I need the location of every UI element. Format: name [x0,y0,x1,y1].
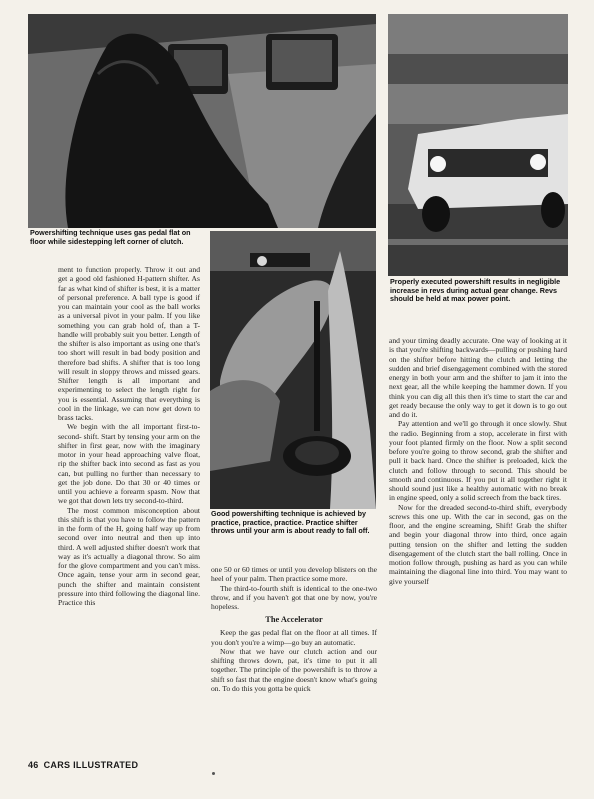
paragraph: Keep the gas pedal flat on the floor at all times. If you don't you're a wimp—go buy an automatic. [211,628,377,647]
photo-shifter-hand [210,231,376,509]
paragraph: The most common misconception about this shift is that you have to follow the pattern in the form of the H, going half way up from second over into neutral and then up into third. A well adjusted shifter doesn't work that way as it's actually a diagonal throw. So aim for the glove compartment and you can't miss. Once again, tense your arm in second gear, punch the shifter and maintain consistent pressure into third following the diagonal line. Practice this [58,505,200,607]
paragraph: and your timing deadly accurate. One way of looking at it is that you're shifting backwards—pulling or pushing hard on the shifter before hitting the clutch and letting the sudden and brief disengagement combined with the stored energy in both your arm and the shifter to jam it into the next gear, all the while keeping the hammer down. If you think you can dig all this then it's time to start the car and get ready because the only way to get it down is to go out and do it. [389,336,567,419]
photo-car-powershift [388,14,568,276]
page-number: 46 [28,760,39,770]
paragraph: one 50 or 60 times or until you develop blisters on the heel of your palm. Then practice some more. [211,565,377,584]
paragraph: We begin with the all important first-to-second- shift. Start by tensing your arm on the shifter in first gear, now with the imaginary motor in your head approaching valve float, rip the shifter back into second as fast as you can, but pulling no further than necessary to get the job done. Do that 30 or 40 times or until you achieve a forearm spasm. Now that we got that down lets try second-to-third. [58,422,200,506]
shifter-hand-image [210,231,376,509]
paragraph: The third-to-fourth shift is identical to the one-two throw, and if you haven't got that one by now, you're hopeless. [211,583,377,611]
caption-shifter-photo: Good powershifting technique is achieved by practice, practice, practice. Practice shifter throws until your arm is about ready to fall off. [211,509,370,536]
caption-car-photo: Properly executed powershift results in negligible increase in revs during actual gear change. Revs should be held at max power point. [390,277,561,304]
paragraph: Now for the dreaded second-to-third shift, everybody screws this one up. With the car in second, gas on the floor, and the engine screaming, Shift! Grab the shifter and begin your diagonal throw into third, once again putting tension on the shifter and letting the sudden disengagement of the clutch start the ball rolling. Once in motion follow through, pushing as hard as you can while maintaining the diagonal line into third. You may want to give yourself [389,502,567,586]
paragraph: ment to function properly. Throw it out and get a good old fashioned H-pattern shifter. As far as what kind of shifter is best, it is a matter of personal preference. A ball type is good if you can maintain your cool as the ball works as a universal pivot in your palm. If you like something you can grab hold of, than a T-handle will probably suit you better. Length of the shifter is also important as using one that's too short will result in bad body position and therefore bad shifts. A shifter that is too long will result in sloppy throws and missed gears. Shifter length is all important and experimenting to select the length right for you is essential. Assuming that everything is cool in the linkage, we can now get down to brass tacks. [58,265,200,422]
page-footer [28,760,143,770]
paragraph: Pay attention and we'll go through it once slowly. Shut the radio. Beginning from a stop, accelerate in first with your foot planted firmly on the floor. Now a split second before you're going to throw second, grab the shifter and pull it back hard. Once the shifter is preloaded, kick the clutch and follow through to second. This should be smooth and continuous. If you put it all together right it should sound just like a healthy automatic with no break in engine speed, only a solid screech from the back tires. [389,419,567,503]
column-right [389,336,567,586]
shoe-pedals-image [28,14,376,228]
paragraph: Now that we have our clutch action and our shifting throws down, pat, it's time to put it all together. The principle of the powershift is to throw a shift so fast that the engine doesn't know what's going on. To do this you gotta be quick [211,646,377,693]
photo-shoe-on-pedals [28,14,376,228]
magazine-name: CARS ILLUSTRATED [43,760,139,770]
car-image [388,14,568,276]
caption-shoe-photo: Powershifting technique uses gas pedal flat on floor while sidestepping left corner of clutch. [30,228,191,246]
print-speck [212,772,215,775]
column-middle [211,565,377,693]
column-left [58,265,200,607]
section-heading: The Accelerator [265,615,323,625]
